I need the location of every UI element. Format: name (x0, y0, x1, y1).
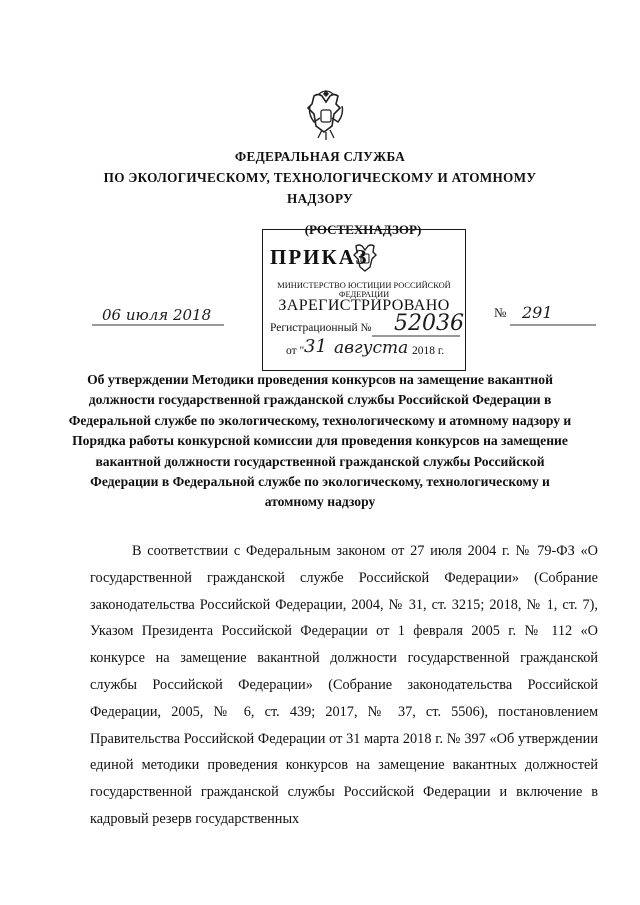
document-type: ПРИКАЗ (270, 245, 369, 269)
stamp-date-prefix: от " (286, 345, 305, 357)
agency-short-name: (РОСТЕХНАДЗОР) (304, 222, 422, 237)
stamp-ministry: МИНИСТЕРСТВО ЮСТИЦИИ РОССИЙСКОЙ ФЕДЕРАЦИИ (277, 281, 451, 299)
stamp-date-year: 2018 г. (412, 345, 445, 357)
agency-name-line-3: НАДЗОРУ (287, 191, 353, 206)
stamp-date-day: 31 (304, 336, 327, 357)
order-number-label: № (494, 305, 507, 320)
stamp-registration-label: Регистрационный № (270, 322, 372, 334)
coat-of-arms-emblem (306, 86, 346, 144)
agency-name-line-1: ФЕДЕРАЛЬНАЯ СЛУЖБА (234, 149, 406, 164)
order-number: 291 (522, 303, 553, 322)
stamp-date-month: августа (334, 338, 409, 358)
stamp-registration-number: 52036 (394, 311, 464, 336)
agency-name-line-2: ПО ЭКОЛОГИЧЕСКОМУ, ТЕХНОЛОГИЧЕСКОМУ И АТОМНОМУ (103, 170, 537, 185)
document-body-paragraph: В соответствии с Федеральным законом от 27 июля 2004 г. № 79-ФЗ «О государственной гражданской службе Российской Федерации» (Собрание законодательства Российской Федерации, 2004, № 31, ст. 3215; 2018, № 1, ст. 7), Указом Президента Российской Федерации от 1 февраля 2005 г. № 112 «О конкурсе на замещение вакантной должности государственной гражданской службы Российской Федерации» (Собрание законодательства Российской Федерации, 2005, № 6, ст. 439; 2017, № 37, ст. 5506), постановлением Правительства Российской Федерации от 31 марта 2018 г. № 397 «Об утверждении единой методики проведения конкурсов на замещение вакантных должностей государственной гражданской службы Российской Федерации и включение в кадровый резерв государственных (90, 543, 598, 827)
document-title: Об утверждении Методики проведения конкурсов на замещение вакантной должности государственной гражданской службы Российской Федерации в Федеральной службе по экологическому, технологическому и атомному надзору и Порядка работы конкурсной комиссии для проведения конкурсов на замещение вакантной должности государственной гражданской службы Российской Федерации в Федеральной службе по экологическому, технологическому и атомному надзору (68, 372, 572, 510)
order-date: 06 июля 2018 (102, 306, 212, 324)
order-number-underline (510, 323, 596, 327)
order-date-underline (92, 323, 224, 327)
stamp-registered: ЗАРЕГИСТРИРОВАНО (278, 297, 450, 314)
stamp-emblem-icon (350, 240, 380, 274)
